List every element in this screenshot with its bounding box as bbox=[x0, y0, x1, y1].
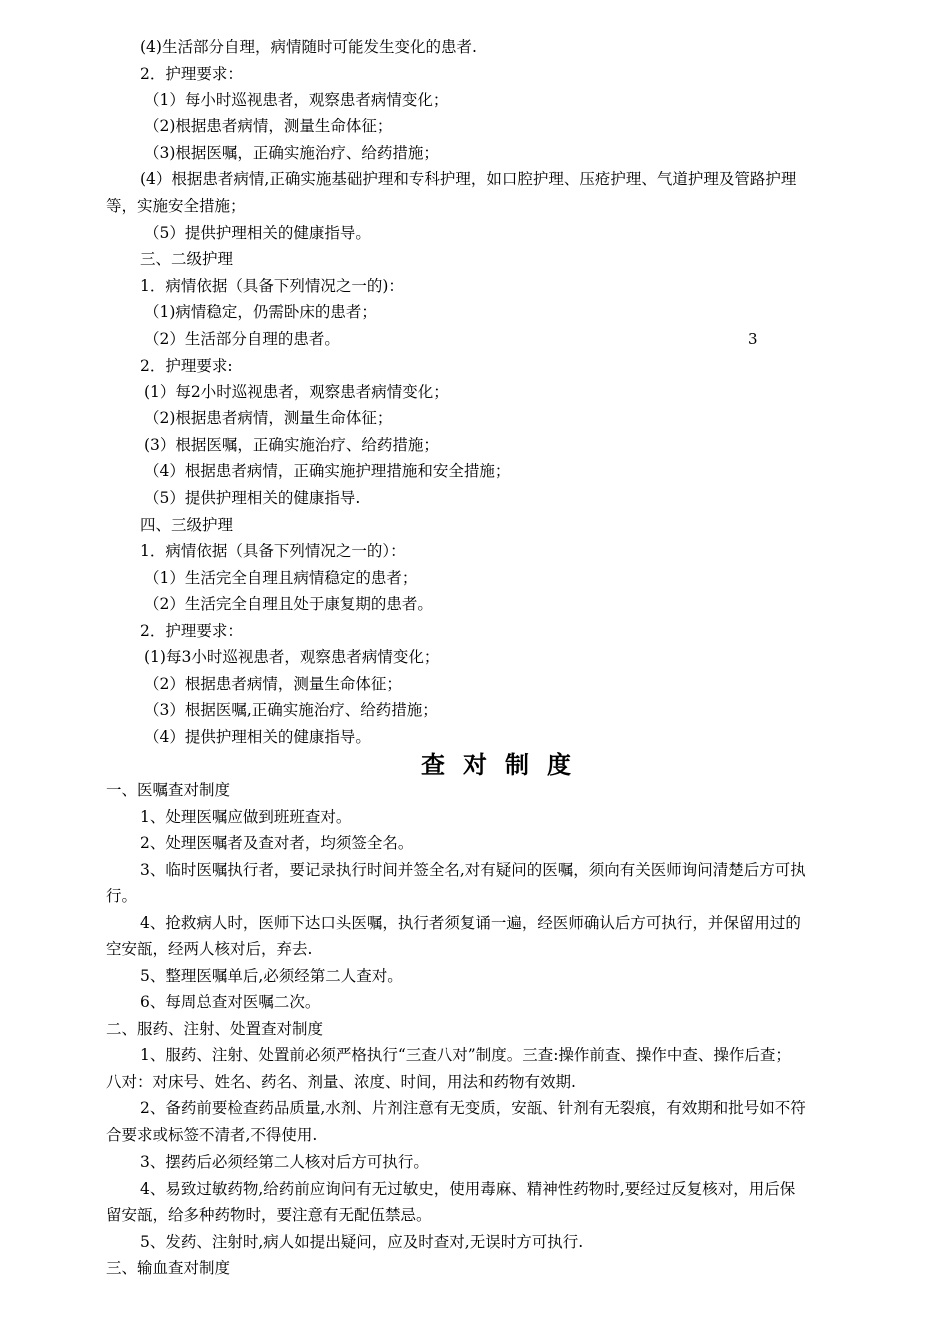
text-line: 1．病情依据（具备下列情况之一的）： bbox=[140, 542, 406, 560]
text-line: （1)病情稳定，仍需卧床的患者； bbox=[144, 303, 377, 321]
text-line: 5、发药、注射时,病人如提出疑问，应及时查对,无误时方可执行. bbox=[140, 1233, 584, 1251]
text-line: （2）根据患者病情，测量生命体征； bbox=[144, 675, 402, 693]
text-line: 4、易致过敏药物,给药前应询问有无过敏史，使用毒麻、精神性药物时,要经过反复核对，用后保 bbox=[140, 1180, 796, 1198]
text-line: 2．护理要求: bbox=[140, 357, 233, 375]
text-line: 2．护理要求： bbox=[140, 65, 243, 83]
text-line: 3、临时医嘱执行者，要记录执行时间并签全名,对有疑问的医嘱，须向有关医师询问清楚后方可执 bbox=[140, 861, 806, 879]
text-line: （3）根据医嘱,正确实施治疗、给药措施； bbox=[144, 701, 438, 719]
text-line: （4）根据患者病情，正确实施护理措施和安全措施； bbox=[144, 462, 511, 480]
section-heading: 二、服药、注射、处置查对制度 bbox=[106, 1020, 324, 1038]
section-heading: 四、三级护理 bbox=[140, 516, 234, 534]
text-line: (4）根据患者病情,正确实施基础护理和专科护理，如口腔护理、压疮护理、气道护理及管路护理 bbox=[140, 170, 797, 188]
section-heading: 三、输血查对制度 bbox=[106, 1259, 231, 1277]
text-line: 2、备药前要检查药品质量,水剂、片剂注意有无变质，安瓿、针剂有无裂痕，有效期和批号如不符 bbox=[140, 1099, 806, 1117]
text-line: (4)生活部分自理，病情随时可能发生变化的患者. bbox=[140, 38, 477, 56]
text-line: （2)根据患者病情，测量生命体征； bbox=[144, 409, 393, 427]
text-line: 6、每周总查对医嘱二次。 bbox=[140, 993, 321, 1011]
text-line: （3)根据医嘱，正确实施治疗、给药措施； bbox=[144, 144, 439, 162]
text-line: （5）提供护理相关的健康指导. bbox=[144, 489, 361, 507]
text-line: 空安瓿，经两人核对后，弃去. bbox=[106, 940, 313, 958]
text-line: 行。 bbox=[106, 887, 138, 905]
text-line: 5、整理医嘱单后,必须经第二人查对。 bbox=[140, 967, 403, 985]
text-line: 2．护理要求： bbox=[140, 622, 243, 640]
text-line: (3）根据医嘱，正确实施治疗、给药措施； bbox=[144, 436, 439, 454]
text-line: （4）提供护理相关的健康指导。 bbox=[144, 728, 371, 746]
page-number: 3 bbox=[748, 330, 758, 348]
text-line: 等，实施安全措施； bbox=[106, 197, 246, 215]
text-line: （1）每小时巡视患者，观察患者病情变化； bbox=[144, 91, 449, 109]
text-line: (1）每2小时巡视患者，观察患者病情变化； bbox=[144, 383, 449, 401]
text-line: 1、处理医嘱应做到班班查对。 bbox=[140, 808, 352, 826]
text-line: 2、处理医嘱者及查对者，均须签全名。 bbox=[140, 834, 414, 852]
text-line: （5）提供护理相关的健康指导。 bbox=[144, 224, 371, 242]
section-heading: 三、二级护理 bbox=[140, 250, 234, 268]
section-heading: 一、医嘱查对制度 bbox=[106, 781, 231, 799]
text-line: (1)每3小时巡视患者，观察患者病情变化； bbox=[144, 648, 440, 666]
page-title: 查对制度 bbox=[421, 751, 589, 779]
text-line: （1）生活完全自理且病情稳定的患者； bbox=[144, 569, 418, 587]
text-line: 1、服药、注射、处置前必须严格执行“三查八对”制度。三查:操作前查、操作中查、操作后查； bbox=[140, 1046, 791, 1064]
text-line: （2）生活完全自理且处于康复期的患者。 bbox=[144, 595, 433, 613]
text-line: 1．病情依据（具备下列情况之一的)： bbox=[140, 277, 404, 295]
text-line: 合要求或标签不清者,不得使用. bbox=[106, 1126, 318, 1144]
text-line: 八对：对床号、姓名、药名、剂量、浓度、时间，用法和药物有效期. bbox=[106, 1073, 576, 1091]
text-line: 留安瓿，给多种药物时，要注意有无配伍禁忌。 bbox=[106, 1206, 432, 1224]
text-line: 4、抢救病人时，医师下达口头医嘱，执行者须复诵一遍，经医师确认后方可执行，并保留用过的 bbox=[140, 914, 801, 932]
text-line: 3、摆药后必须经第二人核对后方可执行。 bbox=[140, 1153, 429, 1171]
text-line: （2）生活部分自理的患者。 bbox=[144, 330, 340, 348]
text-line: （2)根据患者病情，测量生命体征； bbox=[144, 117, 393, 135]
